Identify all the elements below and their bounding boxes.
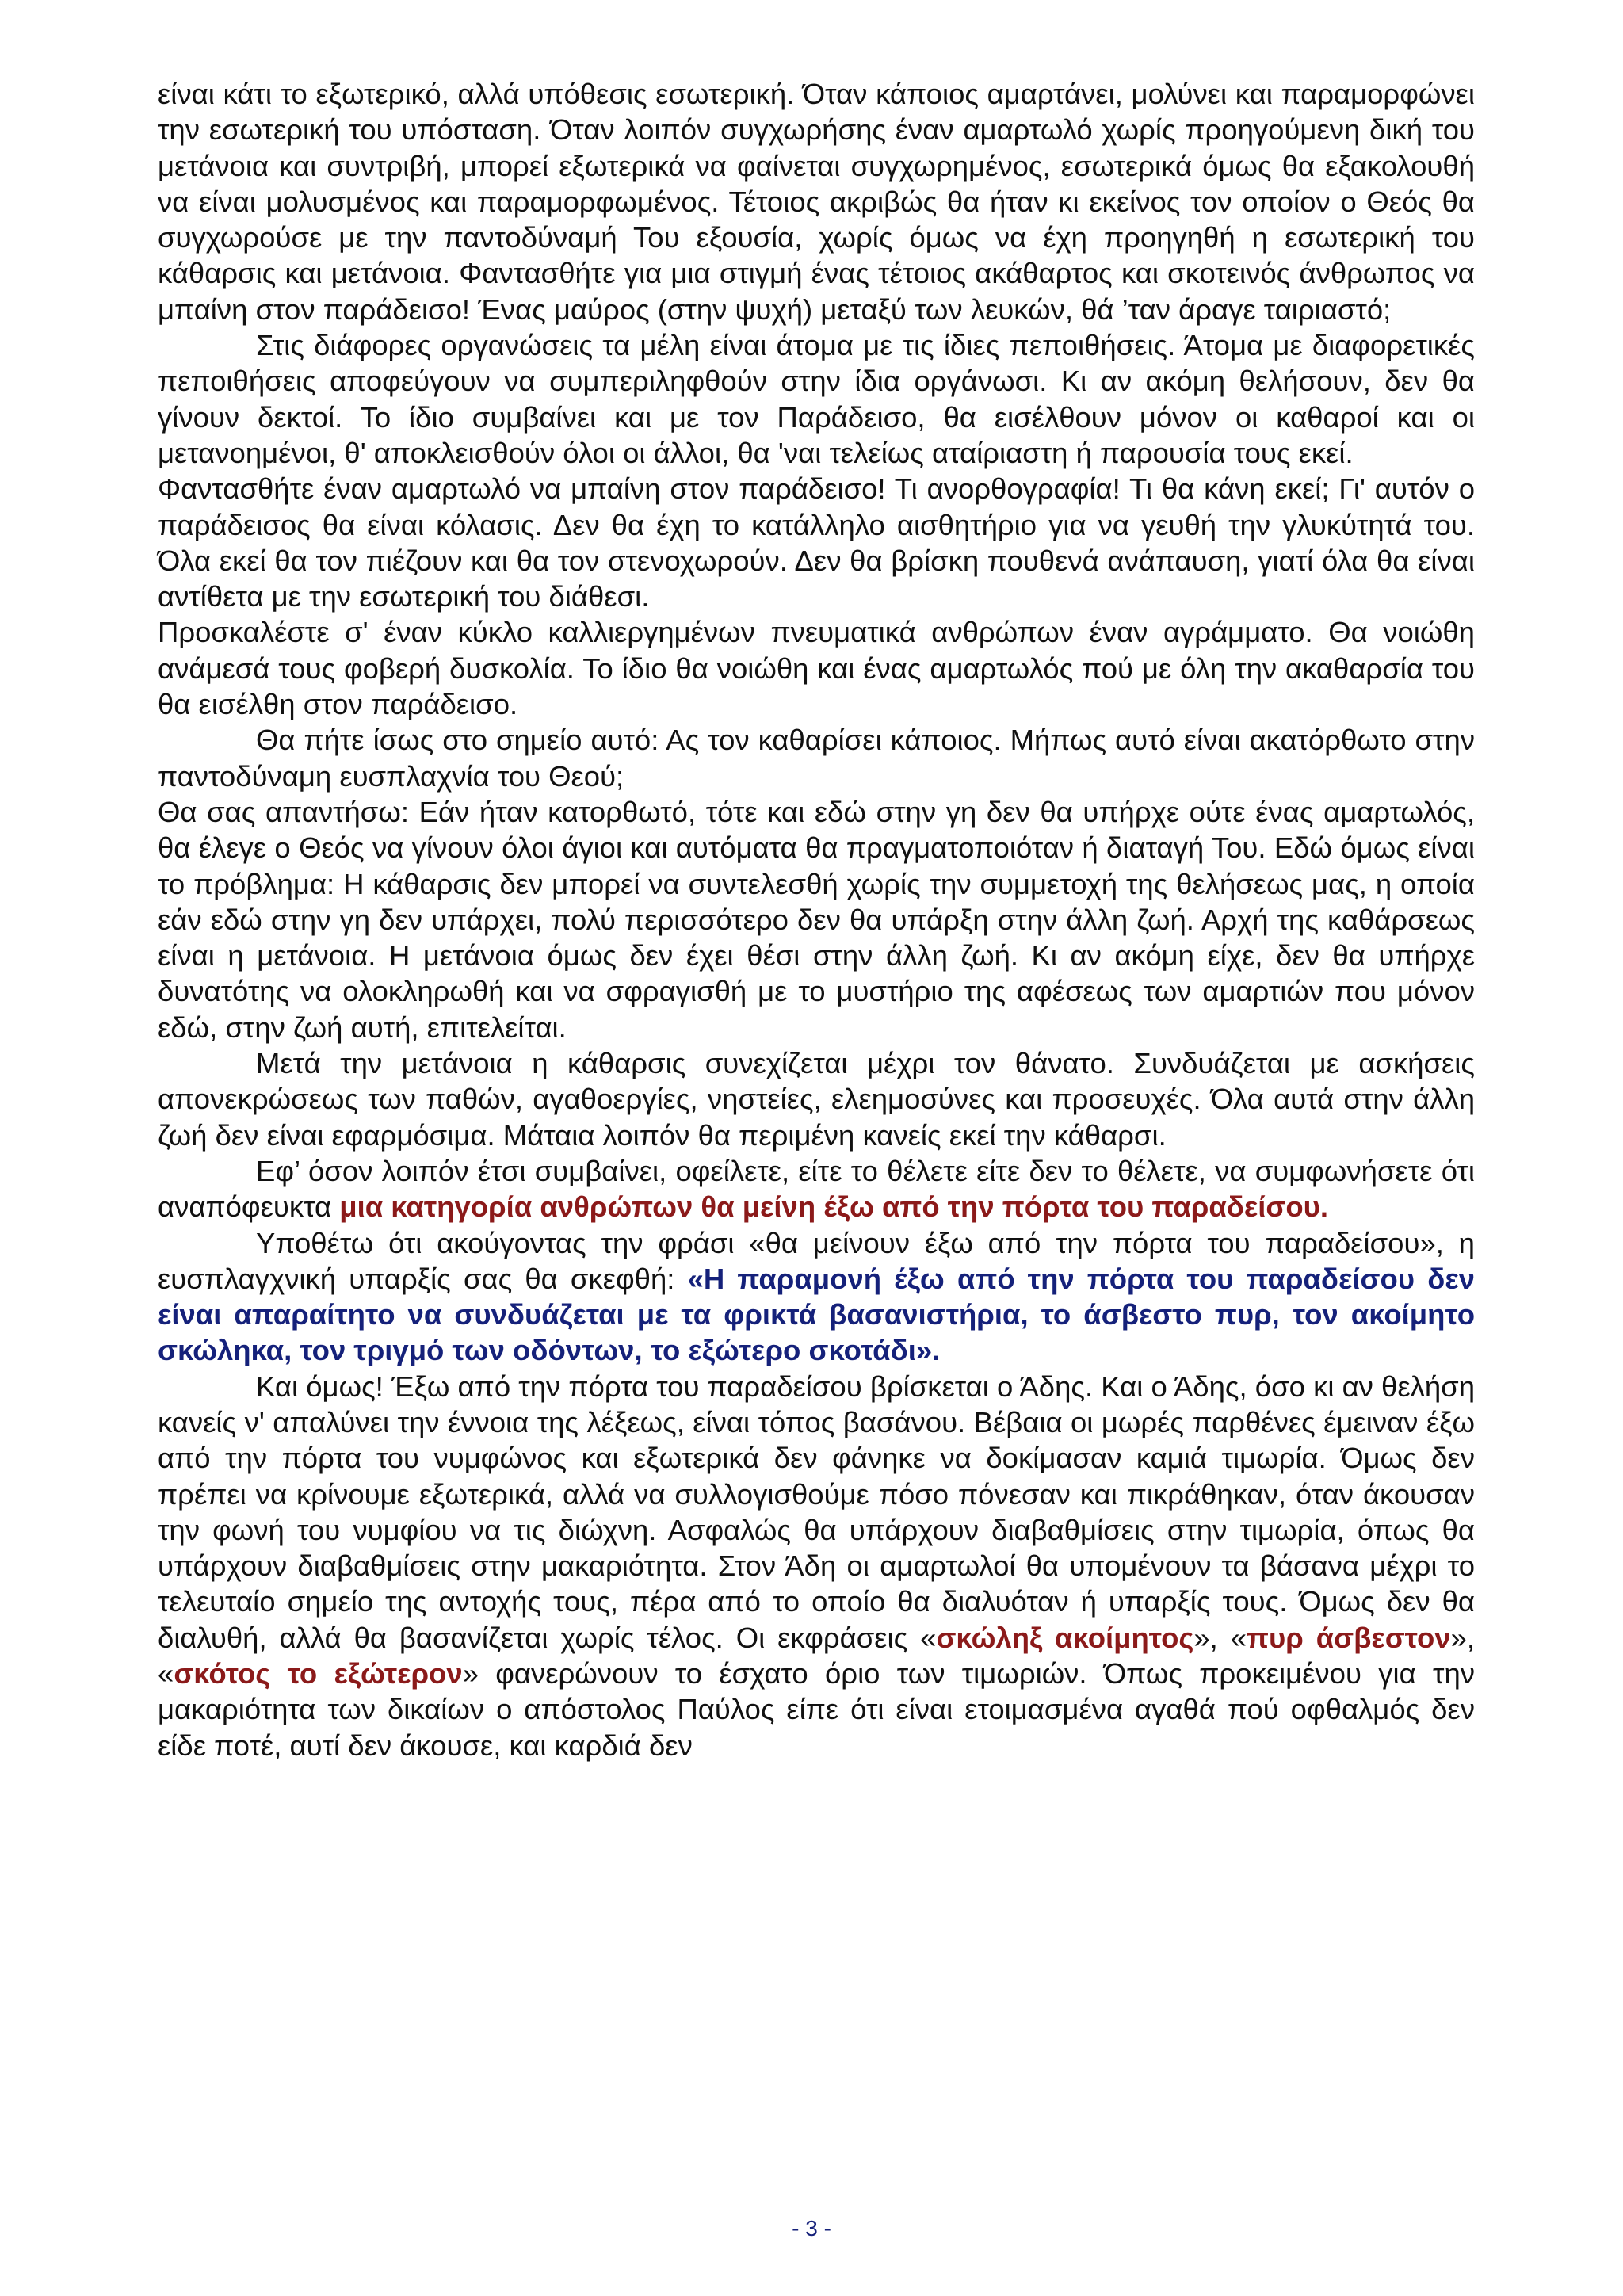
paragraph-6: Θα σας απαντήσω: Εάν ήταν κατορθωτό, τότε και εδώ στην γη δεν θα υπήρχε ούτε ένας αμαρτωλός, θα έλεγε ο Θεός να γίνουν όλοι άγιοι και αυτόματα θα πραγματοποιόταν ή διαταγή Του. Εδώ όμως είναι το πρόβλημα: Η κάθαρσις δεν μπορεί να συντελεσθή χωρίς την συμμετοχή της θελήσεως μας, η οποία εάν εδώ στην γη δεν υπάρχει, πολύ περισσότερο δεν θα υπάρξη στην άλλη ζωή. Αρχή της καθάρσεως είναι η μετάνοια. Η μετάνοια όμως δεν έχει θέσι στην άλλη ζωή. Κι αν ακόμη είχε, δεν θα υπήρχε δυνατότης να ολοκληρωθή και να σφραγισθή με το μυστήριο της αφέσεως των αμαρτιών που μόνον εδώ, στην ζωή αυτή, επιτελείται.	[158, 795, 1475, 1044]
paragraph-5: Θα πήτε ίσως στο σημείο αυτό: Ας τον καθαρίσει κάποιος. Μήπως αυτό είναι ακατόρθωτο στην παντοδύναμη ευσπλαχνία του Θεού;	[158, 724, 1475, 793]
paragraph-10-sep-1: », «	[1193, 1621, 1247, 1654]
page-number: - 3 -	[792, 2216, 831, 2241]
paragraph-4: Προσκαλέστε σ' έναν κύκλο καλλιεργημένων πνευματικά ανθρώπων έναν αγράμματο. Θα νοιώθη ανάμεσά τους φοβερή δυσκολία. Το ίδιο θα νοιώθη και ένας αμαρτωλός πού με όλη την ακαθαρσία του θα εισέλθη στον παράδεισο.	[158, 616, 1475, 721]
paragraph-10	[158, 1369, 1475, 1763]
paragraph-10-text: Και όμως! Έξω από την πόρτα του παραδείσου βρίσκεται ο Άδης. Και ο Άδης, όσο κι αν θελήση κανείς ν' απαλύνει την έννοια της λέξεως, είναι τόπος βασάνου. Βέβαια οι μωρές παρθένες έμειναν έξω από την πόρτα του νυμφώνος και εξωτερικά δεν φάνηκε να δοκίμασαν καμιά τιμωρία. Όμως δεν πρέπει να κρίνουμε εξωτερικά, αλλά να συλλογισθούμε πόσο πόνεσαν και πικράθηκαν, όταν άκουσαν την φωνή του νυμφίου να τις διώχνη. Ασφαλώς θα υπάρχουν διαβαθμίσεις στην τιμωρία, όπως θα υπάρχουν διαβαθμίσεις στην μακαριότητα. Στον Άδη οι αμαρτωλοί θα υπομένουν τα βάσανα μέχρι το τελευταίο σημείο της αντοχής τους, πέρα από το οποίο θα διαλυόταν ή υπαρξίς τους. Όμως δεν θα διαλυθή, αλλά θα βασανίζεται χωρίς τέλος. Οι εκφράσεις «	[158, 1370, 1476, 1654]
emphasis-blue-quote: «Η παραμονή έξω από την πόρτα του παραδείσου δεν είναι απαραίτητο να συνδυάζεται με τα φρικτά βασανιστήρια, το άσβεστο πυρ, τον ακοίμητο σκώληκα, τον τριγμό των οδόντων, το εξώτερο σκοτάδι».	[158, 1262, 1475, 1367]
paragraph-3: Φαντασθήτε έναν αμαρτωλό να μπαίνη στον παράδεισο! Τι ανορθογραφία! Τι θα κάνη εκεί; Γι' αυτόν ο παράδεισος θα είναι κόλασις. Δεν θα έχη το κατάλληλο αισθητήριο για να γευθή την γλυκύτητά του. Όλα εκεί θα τον πιέζουν και θα τον στενοχωρούν. Δεν θα βρίσκη πουθενά ανάπαυση, γιατί όλα θα είναι αντίθετα με την εσωτερική του διάθεσι.	[158, 472, 1475, 613]
paragraph-10-sep-2: », «	[158, 1621, 1475, 1690]
paragraph-2: Στις διάφορες οργανώσεις τα μέλη είναι άτομα με τις ίδιες πεποιθήσεις. Άτομα με διαφορετικές πεποιθήσεις αποφεύγουν να συμπεριληφθούν στην ίδια οργάνωσι. Κι αν ακόμη θελήσουν, δεν θα γίνουν δεκτοί. Το ίδιο συμβαίνει και με τον Παράδεισο, θα εισέλθουν μόνον οι καθαροί και οι μετανοημένοι, θ' αποκλεισθούν όλοι οι άλλοι, θα 'ναι τελείως αταίριαστη ή παρουσία τους εκεί.	[158, 329, 1475, 469]
paragraph-7: Μετά την μετάνοια η κάθαρσις συνεχίζεται μέχρι τον θάνατο. Συνδυάζεται με ασκήσεις απονεκρώσεως των παθών, αγαθοεργίες, νηστείες, ελεημοσύνες και προσευχές. Όλα αυτά στην άλλη ζωή δεν είναι εφαρμόσιμα. Μάταια λοιπόν θα περιμένη κανείς εκεί την κάθαρσι.	[158, 1047, 1475, 1152]
paragraph-9	[158, 1225, 1475, 1369]
paragraph-1: είναι κάτι το εξωτερικό, αλλά υπόθεσις εσωτερική. Όταν κάποιος αμαρτάνει, μολύνει και παραμορφώνει την εσωτερική του υπόσταση. Όταν λοιπόν συγχωρήσης έναν αμαρτωλό χωρίς προηγούμενη δική του μετάνοια και συντριβή, μπορεί εξωτερικά να φαίνεται συγχωρημένος, εσωτερικά όμως θα εξακολουθή να είναι μολυσμένος και παραμορφωμένος. Τέτοιος ακριβώς θα ήταν κι εκείνος τον οποίον ο Θεός θα συγχωρούσε με την παντοδύναμή Του εξουσία, χωρίς όμως να έχη προηγηθή η εσωτερική του κάθαρσις και μετάνοια. Φαντασθήτε για μια στιγμή ένας τέτοιος ακάθαρτος και σκοτεινός άνθρωπος να μπαίνη στον παράδεισο! Ένας μαύρος (στην ψυχή) μεταξύ των λευκών, θά ’ταν άραγε ταιριαστό;	[158, 78, 1475, 326]
paragraph-8	[158, 1153, 1475, 1225]
emphasis-red-darkness: σκότος το εξώτερον	[174, 1657, 463, 1690]
paragraph-10-end: » φανερώνουν το έσχατο όριο των τιμωριών. Όπως προκειμένου για την μακαριότητα των δικαίων ο απόστολος Παύλος είπε ότι είναι ετοιμασμένα αγαθά πού οφθαλμός δεν είδε ποτέ, αυτί δεν άκουσε, και καρδιά δεν	[158, 1657, 1475, 1762]
paragraph-9-text: Υποθέτω ότι ακούγοντας την φράσι «θα μείνουν έξω από την πόρτα του παραδείσου», η ευσπλαγχνική υπαρξίς σας θα σκεφθή:	[158, 1226, 1475, 1295]
emphasis-red-worm: σκώληξ ακοίμητος	[936, 1621, 1194, 1654]
emphasis-red-excluded: μια κατηγορία ανθρώπων θα μείνη έξω από την πόρτα του παραδείσου.	[339, 1190, 1329, 1224]
paragraph-8-text: Εφ’ όσον λοιπόν έτσι συμβαίνει, οφείλετε, είτε το θέλετε είτε δεν το θέλετε, να συμφωνήσετε ότι αναπόφευκτα	[158, 1154, 1475, 1224]
document-body	[158, 76, 1475, 1763]
emphasis-red-fire: πυρ άσβεστον	[1247, 1621, 1451, 1654]
